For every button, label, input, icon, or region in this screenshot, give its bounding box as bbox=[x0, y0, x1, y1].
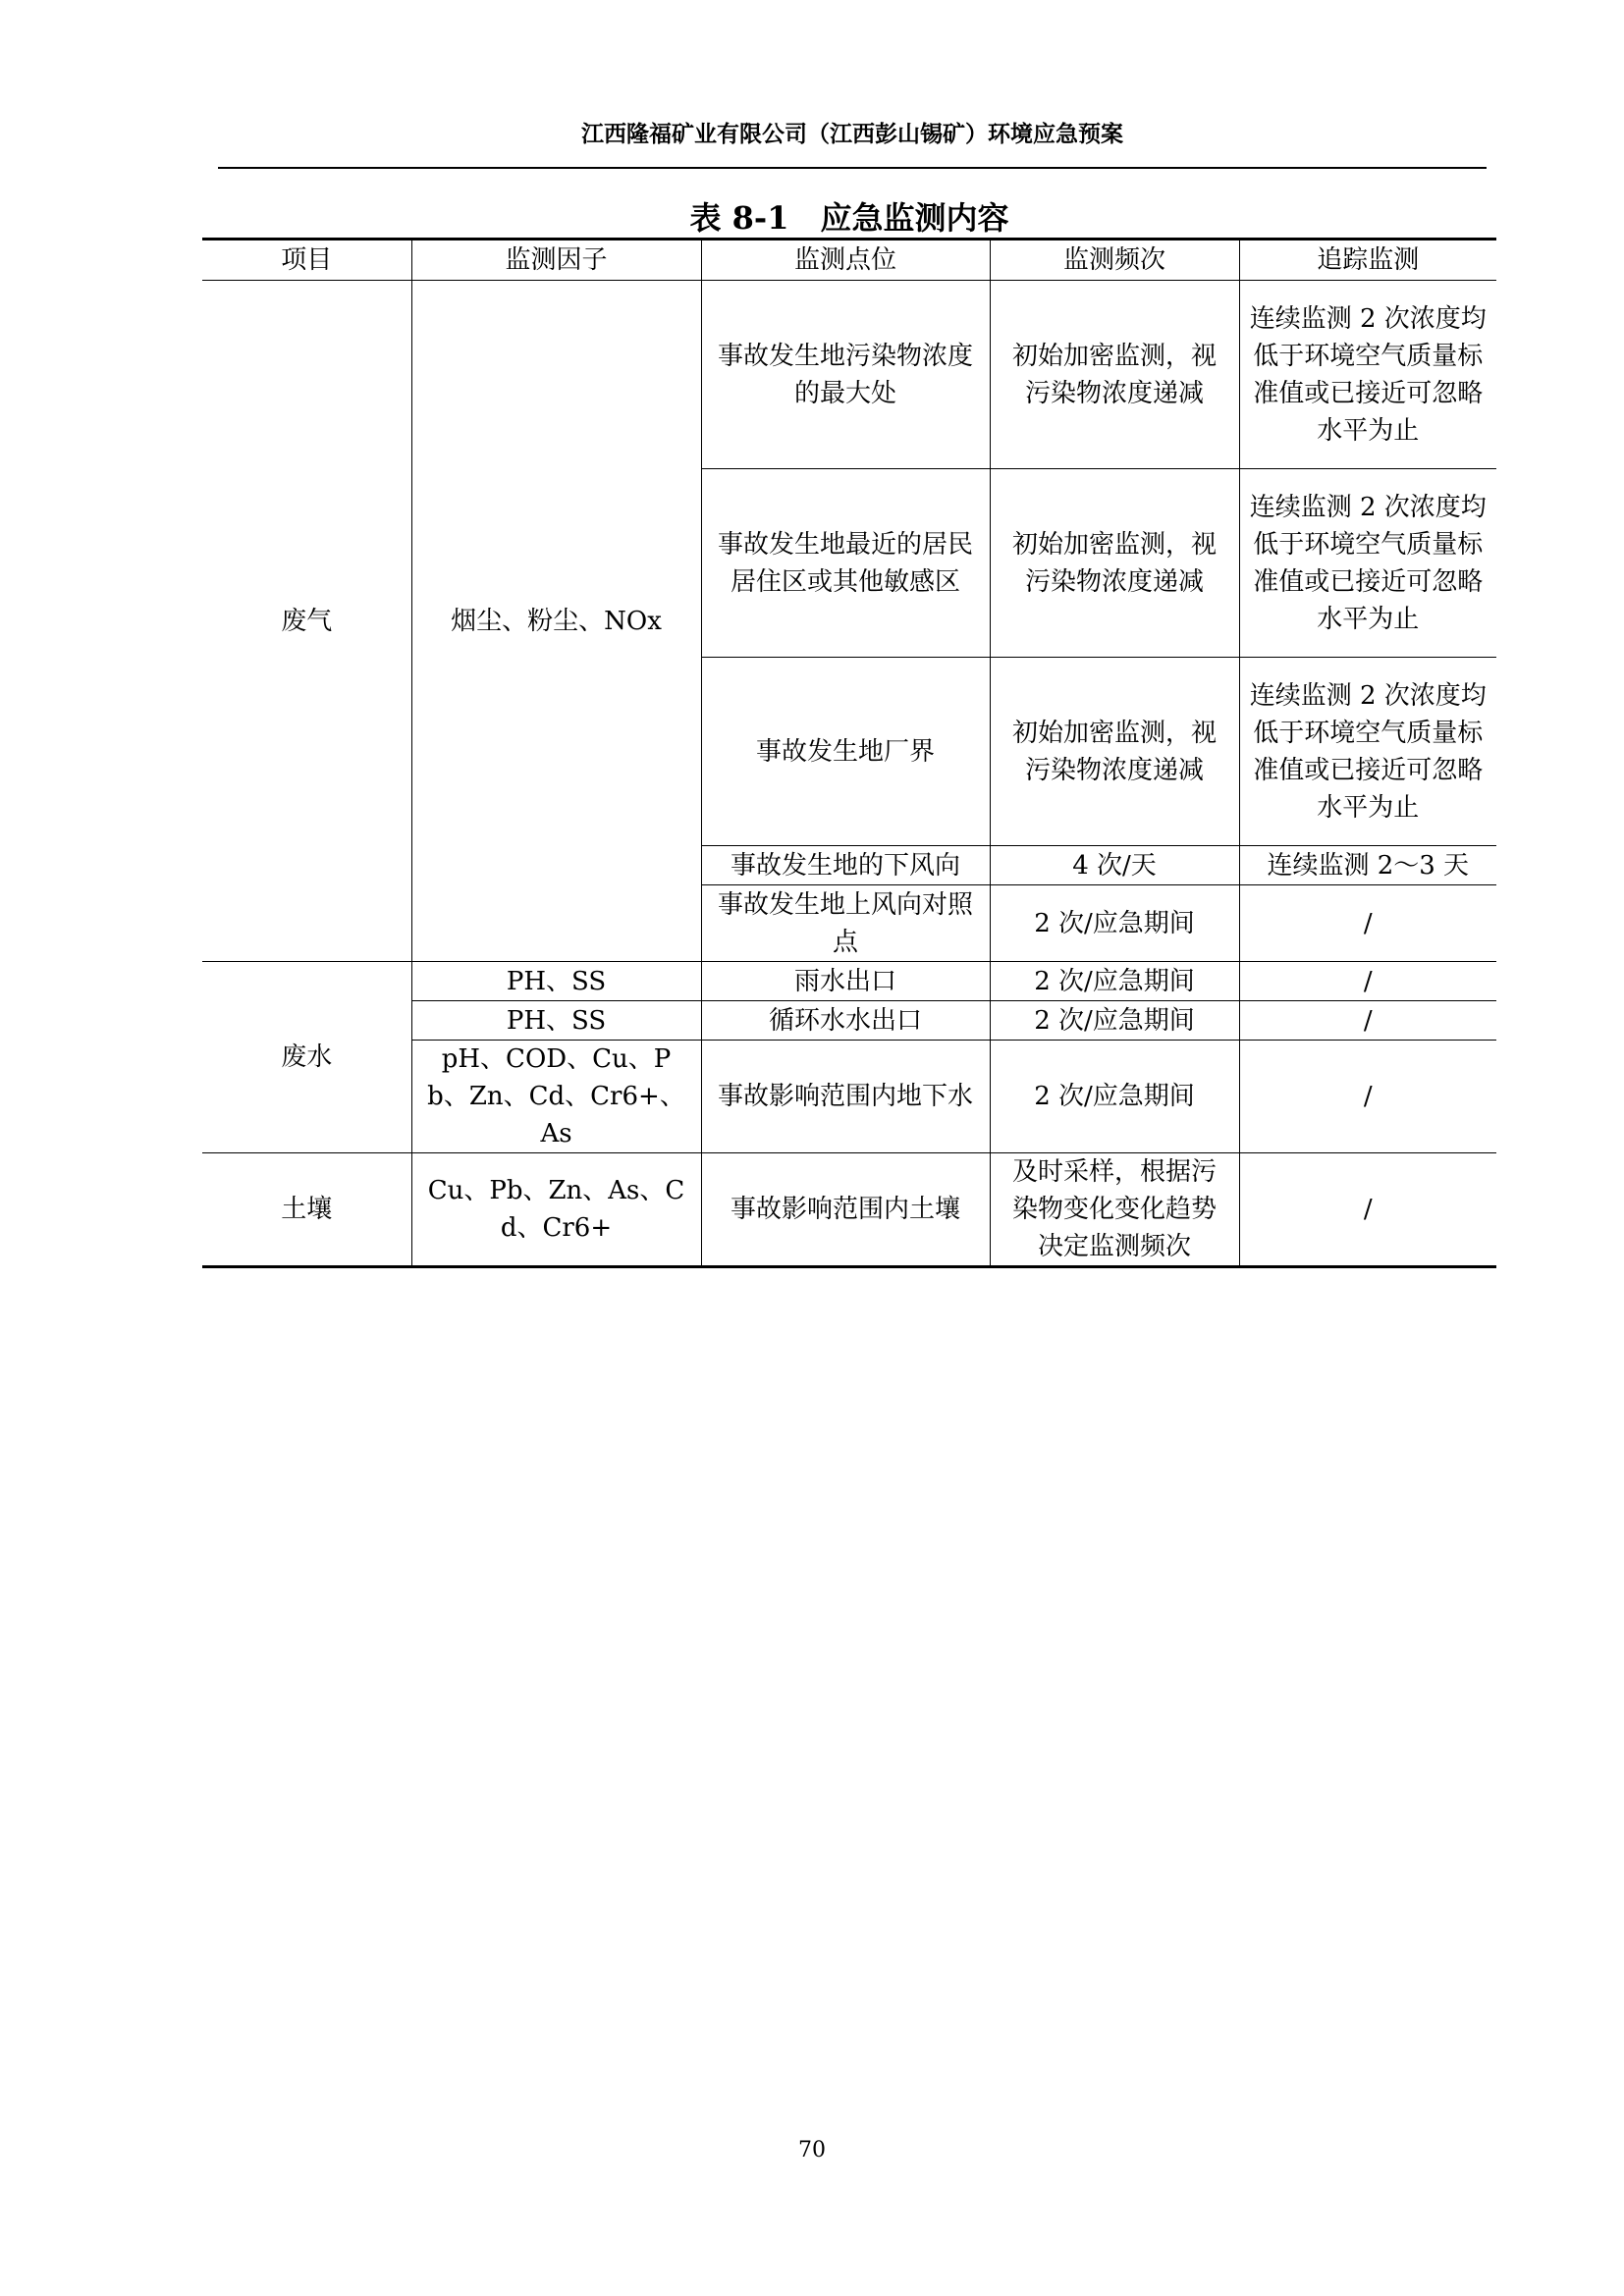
factor-cell: PH、SS bbox=[411, 1001, 701, 1041]
point-cell: 事故发生地污染物浓度的最大处 bbox=[701, 281, 990, 469]
item-cell-soil: 土壤 bbox=[202, 1153, 411, 1267]
frequency-cell: 2 次/应急期间 bbox=[990, 1041, 1239, 1153]
table-row bbox=[202, 1153, 1496, 1267]
header-divider bbox=[218, 167, 1487, 169]
frequency-cell: 2 次/应急期间 bbox=[990, 1001, 1239, 1041]
point-cell: 事故发生地最近的居民居住区或其他敏感区 bbox=[701, 469, 990, 658]
tracking-cell: 连续监测 2 次浓度均低于环境空气质量标准值或已接近可忽略水平为止 bbox=[1239, 281, 1496, 469]
tracking-cell: / bbox=[1239, 1001, 1496, 1041]
item-cell-air: 废气 bbox=[202, 281, 411, 962]
tracking-cell: / bbox=[1239, 885, 1496, 962]
point-cell: 事故发生地的下风向 bbox=[701, 846, 990, 885]
frequency-cell: 4 次/天 bbox=[990, 846, 1239, 885]
page-header: 江西隆福矿业有限公司（江西彭山锡矿）环境应急预案 bbox=[581, 122, 1123, 147]
tracking-cell: / bbox=[1239, 962, 1496, 1001]
table-header-row bbox=[202, 240, 1496, 281]
point-cell: 循环水水出口 bbox=[701, 1001, 990, 1041]
column-header: 监测频次 bbox=[990, 240, 1239, 281]
factor-cell-air: 烟尘、粉尘、NOx bbox=[411, 281, 701, 962]
tracking-cell: 连续监测 2 次浓度均低于环境空气质量标准值或已接近可忽略水平为止 bbox=[1239, 658, 1496, 846]
table-row bbox=[202, 962, 1496, 1001]
factor-cell: PH、SS bbox=[411, 962, 701, 1001]
tracking-cell: / bbox=[1239, 1041, 1496, 1153]
frequency-cell: 初始加密监测，视污染物浓度递减 bbox=[990, 469, 1239, 658]
frequency-cell: 2 次/应急期间 bbox=[990, 885, 1239, 962]
factor-cell: Cu、Pb、Zn、As、Cd、Cr6+ bbox=[411, 1153, 701, 1267]
point-cell: 事故发生地上风向对照点 bbox=[701, 885, 990, 962]
tracking-cell: 连续监测 2～3 天 bbox=[1239, 846, 1496, 885]
column-header: 项目 bbox=[202, 240, 411, 281]
column-header: 监测因子 bbox=[411, 240, 701, 281]
item-cell-water: 废水 bbox=[202, 962, 411, 1153]
column-header: 监测点位 bbox=[701, 240, 990, 281]
point-cell: 事故影响范围内地下水 bbox=[701, 1041, 990, 1153]
table-title: 表 8-1 应急监测内容 bbox=[689, 199, 1009, 237]
point-cell: 事故影响范围内土壤 bbox=[701, 1153, 990, 1267]
page-number: 70 bbox=[798, 2138, 826, 2163]
table-row bbox=[202, 281, 1496, 469]
tracking-cell: 连续监测 2 次浓度均低于环境空气质量标准值或已接近可忽略水平为止 bbox=[1239, 469, 1496, 658]
tracking-cell: / bbox=[1239, 1153, 1496, 1267]
point-cell: 雨水出口 bbox=[701, 962, 990, 1001]
factor-cell: pH、COD、Cu、Pb、Zn、Cd、Cr6+、As bbox=[411, 1041, 701, 1153]
frequency-cell: 及时采样，根据污染物变化变化趋势决定监测频次 bbox=[990, 1153, 1239, 1267]
point-cell: 事故发生地厂界 bbox=[701, 658, 990, 846]
column-header: 追踪监测 bbox=[1239, 240, 1496, 281]
frequency-cell: 初始加密监测，视污染物浓度递减 bbox=[990, 281, 1239, 469]
monitoring-table bbox=[202, 238, 1496, 1268]
frequency-cell: 2 次/应急期间 bbox=[990, 962, 1239, 1001]
frequency-cell: 初始加密监测，视污染物浓度递减 bbox=[990, 658, 1239, 846]
